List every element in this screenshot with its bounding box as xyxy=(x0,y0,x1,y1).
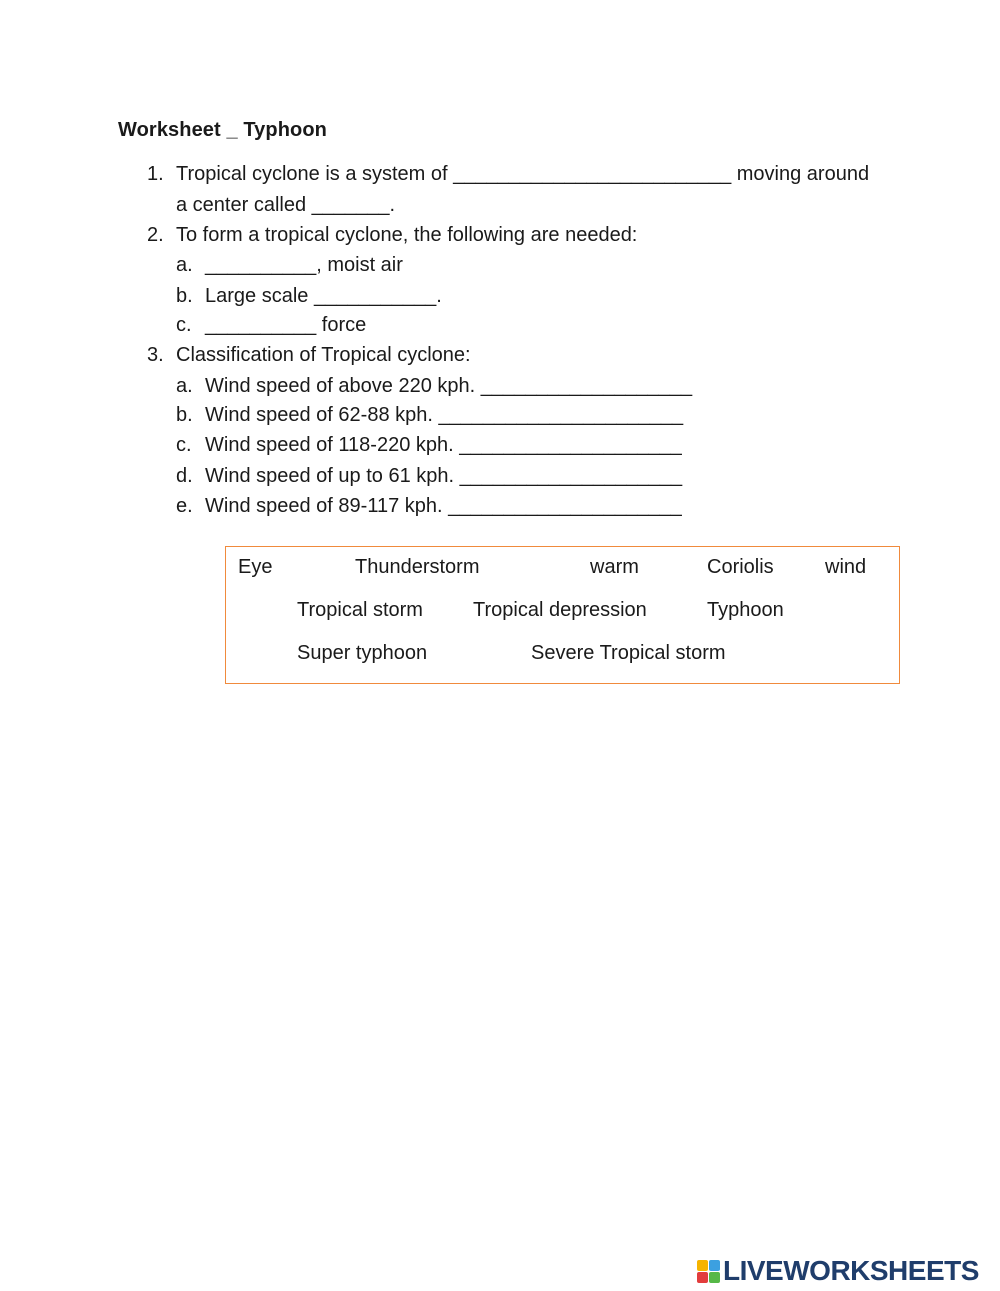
word-bank-word: Thunderstorm xyxy=(355,556,480,578)
fill-in-item: Wind speed of up to 61 kph. ____________________ xyxy=(205,465,683,487)
logo-text: LIVEWORKSHEETS xyxy=(723,1255,979,1286)
logo-square xyxy=(709,1272,720,1283)
word-bank-word: wind xyxy=(825,556,867,578)
fill-in-item: Wind speed of 62-88 kph. ______________________ xyxy=(205,404,684,426)
word-bank-word: Eye xyxy=(238,556,273,578)
word-bank-word: Tropical depression xyxy=(473,599,647,621)
item-letter: c. xyxy=(176,314,192,336)
word-bank-word: Super typhoon xyxy=(297,642,428,664)
question-text: Classification of Tropical cyclone: xyxy=(176,344,471,366)
item-letter: a. xyxy=(176,375,193,397)
question-text: Tropical cyclone is a system of _________________________ moving around xyxy=(176,163,870,185)
question-number: 2. xyxy=(147,224,164,246)
logo-mark-icon xyxy=(697,1260,720,1283)
word-bank-word: Severe Tropical storm xyxy=(531,642,726,664)
fill-in-item: Wind speed of 118-220 kph. ____________________ xyxy=(205,434,682,456)
logo-square xyxy=(697,1272,708,1283)
question-number: 1. xyxy=(147,163,164,185)
logo-square xyxy=(697,1260,708,1271)
item-letter: a. xyxy=(176,254,193,276)
item-letter: d. xyxy=(176,465,193,487)
worksheet-title: Worksheet _ Typhoon xyxy=(118,119,327,141)
liveworksheets-logo xyxy=(697,1256,979,1286)
fill-in-item: Wind speed of 89-117 kph. _____________________ xyxy=(205,495,682,517)
word-bank-box xyxy=(225,546,900,684)
question-text: To form a tropical cyclone, the following are needed: xyxy=(176,224,638,246)
fill-in-item: Wind speed of above 220 kph. ___________________ xyxy=(205,375,693,397)
fill-in-item: __________ force xyxy=(205,314,367,336)
fill-in-item: Large scale ___________. xyxy=(205,285,442,307)
word-bank-word: warm xyxy=(590,556,639,578)
word-bank-word: Typhoon xyxy=(707,599,784,621)
item-letter: e. xyxy=(176,495,193,517)
item-letter: c. xyxy=(176,434,192,456)
logo-square xyxy=(709,1260,720,1271)
item-letter: b. xyxy=(176,285,193,307)
question-text-continued: a center called _______. xyxy=(176,194,396,216)
item-letter: b. xyxy=(176,404,193,426)
fill-in-item: __________, moist air xyxy=(205,254,403,276)
word-bank-word: Tropical storm xyxy=(297,599,423,621)
question-number: 3. xyxy=(147,344,164,366)
word-bank-word: Coriolis xyxy=(707,556,774,578)
